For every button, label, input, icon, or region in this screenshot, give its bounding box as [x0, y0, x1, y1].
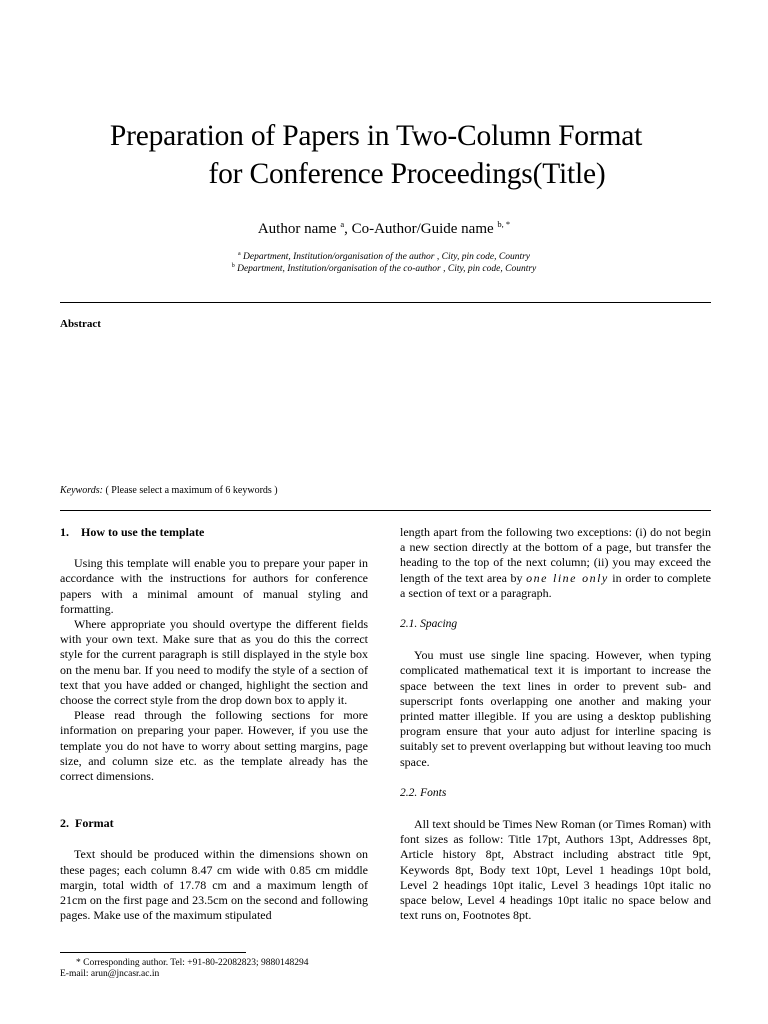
abstract-heading: Abstract [60, 318, 101, 330]
affiliation-b [0, 263, 768, 274]
footnote-corresponding-author: * Corresponding author. Tel: +91-80-22082823; 9880148294 [76, 958, 309, 968]
affiliation-b-mark: b [231, 263, 235, 269]
footnote-email: E-mail: arun@jncasr.ac.in [60, 969, 160, 979]
section-1-paragraph-2: Where appropriate you should overtype the different fields with your own text. Make sure that as you do this the correct style for the current paragraph is still displayed in the style box on the menu bar. If you need to modify the style of a section of text that you have added or changed, highlight the section and choose the correct style from the drop down box to apply it. [60, 617, 368, 708]
affiliation-b-text: Department, Institution/organisation of the co-author , City, pin code, Country [237, 264, 537, 275]
header-divider [60, 302, 711, 303]
title-line-1: Preparation of Papers in Two-Column Format [109, 120, 643, 152]
subsection-fonts-heading: 2.2. Fonts [400, 786, 447, 799]
spacing-paragraph: You must use single line spacing. However, when typing complicated mathematical text it is important to increase the space between the text lines in order to prevent sub- and superscript fonts overlapping one another and making your printed matter illegible. If you are using a desktop publishing program ensure that your auto adjust for interline spacing is suitably set to prevent overlapping but without leaving too much space. [400, 648, 711, 769]
continued-paragraph [400, 525, 711, 601]
author-separator: , [344, 221, 352, 237]
author-affil-mark: a [340, 219, 345, 229]
continued-text-a: length apart from the following two exceptions: (i) do not begin a new section directly at the bottom of a page, but transfer the heading to the top of the next column; (ii) you may exceed the length of the text area by [400, 525, 711, 585]
section-1-paragraph-1: Using this template will enable you to prepare your paper in accordance with the instructions for authors for conference papers with a minimal amount of manual styling and formatting. [60, 556, 368, 616]
abstract-divider [60, 510, 711, 511]
section-1-heading [60, 525, 368, 540]
author-line [0, 219, 768, 238]
emphasis-one-line-only: one line only [526, 570, 609, 585]
left-column [60, 525, 368, 923]
section-1-paragraph-3: Please read through the following sections for more information on preparing your paper. However, if you use the template you do not have to worry about setting margins, page size, and column size etc. as the template already has the correct dimensions. [60, 708, 368, 784]
author-name: Author name [257, 221, 337, 237]
fonts-paragraph: All text should be Times New Roman (or Times Roman) with font sizes as follow: Title 17pt, Authors 13pt, Addresses 8pt, Article history 8pt, Abstract including abstract title 9pt, Keywords 8pt, Body text 10pt, Level 1 headings 10pt bold, Level 2 headings 10pt italic, Level 3 headings 10pt italic no space below, Level 4 headings 10pt italic no space below and text runs on, Footnotes 8pt. [400, 817, 711, 923]
subsection-spacing-heading: 2.1. Spacing [400, 618, 458, 631]
section-2-paragraph-1: Text should be produced within the dimensions shown on these pages; each column 8.47 cm wide with 0.85 cm middle margin, total width of 17.78 cm and a maximum length of 21cm on the first page and 23.5cm on the second and following pages. Make use of the maximum stipulated [60, 847, 368, 923]
affiliation-a-text: Department, Institution/organisation of the author , City, pin code, Country [243, 252, 531, 263]
keywords-label: Keywords: [60, 485, 103, 496]
section-2-heading [60, 816, 368, 831]
coauthor-name: Co-Author/Guide name [351, 221, 494, 237]
affiliation-a [0, 251, 768, 262]
section-2-number: 2. [60, 816, 69, 831]
affiliation-a-mark: a [237, 251, 241, 257]
keywords-text: ( Please select a maximum of 6 keywords ) [102, 485, 278, 496]
right-column [400, 525, 711, 923]
coauthor-affil-mark: b, * [497, 219, 511, 229]
title-line-2: for Conference Proceedings(Title) [208, 158, 606, 190]
section-2-title: Format [75, 816, 114, 831]
section-1-number: 1. [60, 525, 69, 539]
paper-title [0, 117, 768, 193]
keywords-line [60, 485, 278, 496]
continued-text-b: in order to complete a section of text or a paragraph. [400, 570, 712, 600]
footnote-divider [60, 952, 246, 953]
section-1-title: How to use the template [81, 525, 205, 539]
